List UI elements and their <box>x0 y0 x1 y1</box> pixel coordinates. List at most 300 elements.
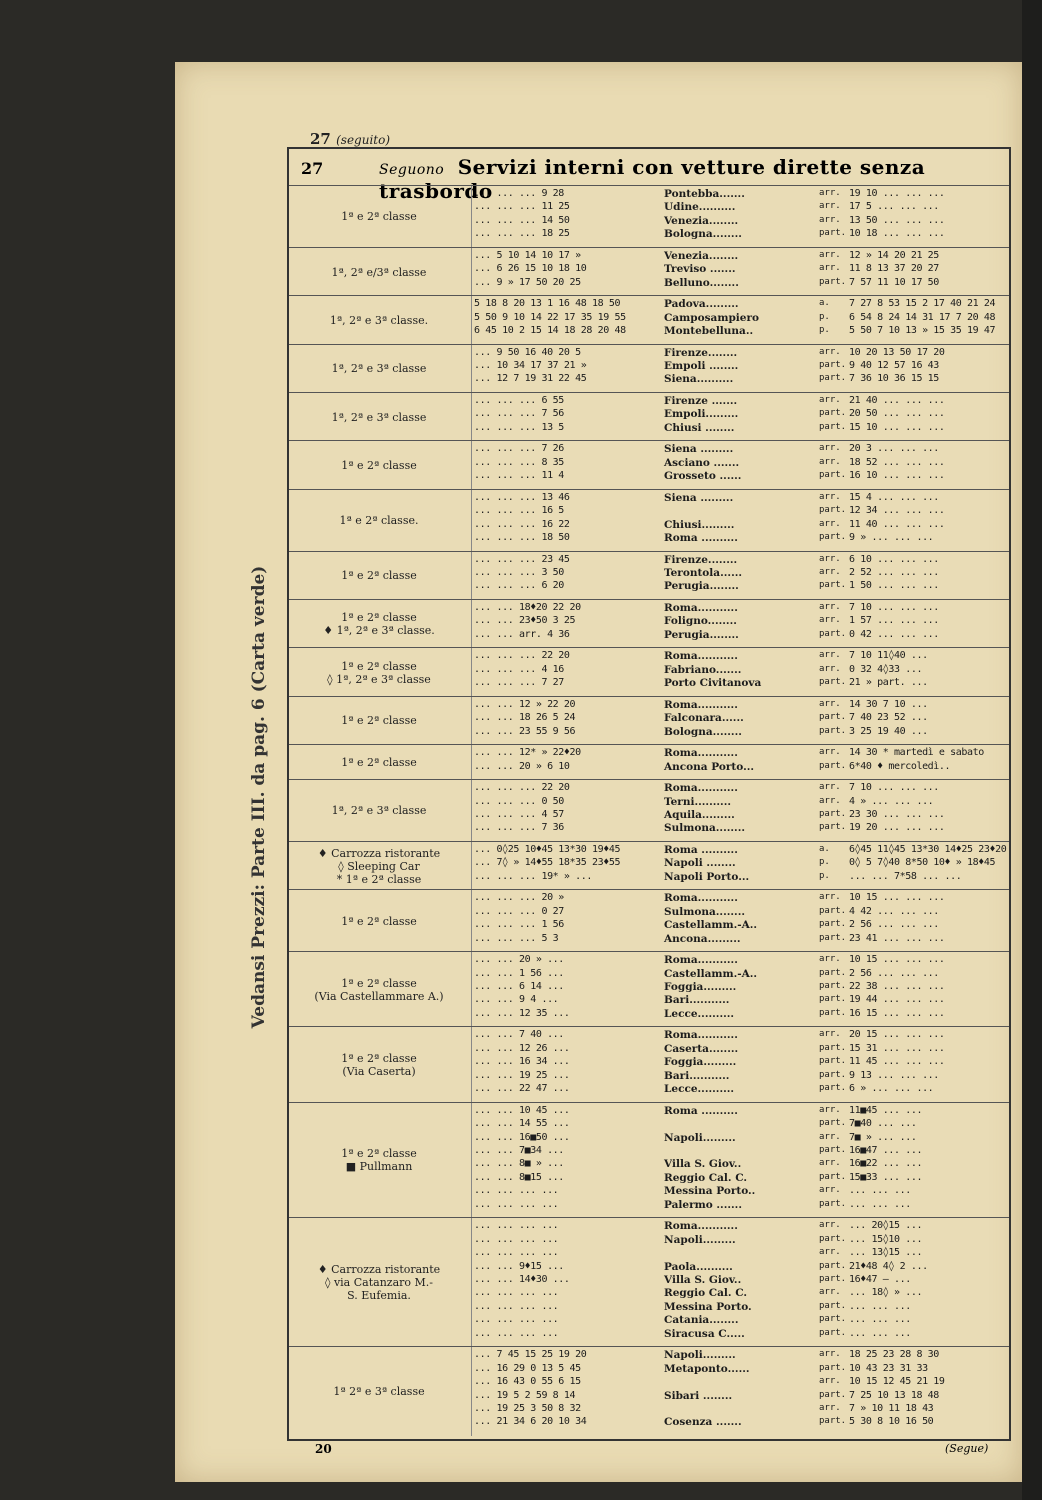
departure-times: ... ... ... ... <box>474 1220 559 1232</box>
departure-times: ... ... ... 16 5 <box>474 505 564 517</box>
departure-times: ... 16 43 0 55 6 15 <box>474 1376 581 1388</box>
table-row <box>474 726 1009 739</box>
return-times: 13 50 ... ... ... <box>849 214 945 226</box>
service-section <box>289 344 1009 393</box>
arr-part-marker: arr. <box>819 1287 841 1298</box>
departure-times: ... ... ... 18 50 <box>474 532 570 544</box>
arr-part-marker: part. <box>819 360 847 371</box>
arr-part-marker: arr. <box>819 346 841 357</box>
departure-times: ... ... ... 16 22 <box>474 518 570 530</box>
station-name: Siena ......... <box>664 491 734 504</box>
return-times: 21 » part. ... <box>849 677 928 689</box>
table-row <box>474 580 1009 593</box>
timetable-rows <box>474 650 1009 690</box>
station-name: Roma........... <box>664 601 738 614</box>
table-row <box>474 1287 1009 1300</box>
service-section <box>289 295 1009 344</box>
return-times: 10 15 12 45 21 19 <box>849 1376 945 1388</box>
station-name: Montebelluna.. <box>664 325 754 338</box>
timetable-rows <box>474 554 1009 594</box>
class-label-line: (Via Castellammare A.) <box>314 989 444 1003</box>
table-row <box>474 1158 1009 1171</box>
arr-part-marker: part. <box>819 1007 847 1018</box>
station-name: Roma........... <box>664 698 738 711</box>
timetable-rows <box>474 1349 1009 1430</box>
departure-times: ... ... 8■ » ... <box>474 1158 564 1170</box>
return-times: ... ... ... <box>849 1185 911 1197</box>
class-label-line: 1ª e 2ª classe <box>341 1147 417 1161</box>
column-divider <box>471 1027 472 1102</box>
table-row <box>474 519 1009 532</box>
station-name: Siena ......... <box>664 443 734 456</box>
departure-times: ... ... ... 22 20 <box>474 782 570 794</box>
timetable-rows <box>474 1105 1009 1213</box>
arr-part-marker: arr. <box>819 249 841 260</box>
station-name: Sulmona........ <box>664 822 746 835</box>
station-name: Siena.......... <box>664 373 734 386</box>
return-times: 1 57 ... ... ... <box>849 615 939 627</box>
departure-times: ... ... ... ... <box>474 1233 559 1245</box>
table-row <box>474 1314 1009 1327</box>
class-label-line: 1ª e 2ª classe <box>341 756 417 770</box>
table-row <box>474 844 1009 857</box>
station-name: Bologna........ <box>664 228 742 241</box>
departure-times: ... ... ... 9 28 <box>474 188 564 199</box>
column-divider <box>471 345 472 393</box>
service-section <box>289 889 1009 952</box>
table-row <box>474 1247 1009 1260</box>
arr-part-marker: arr. <box>819 553 841 564</box>
return-times: 16■47 ... ... <box>849 1144 923 1156</box>
class-label <box>289 1027 469 1102</box>
service-section <box>289 392 1009 441</box>
return-times: ... ... ... <box>849 1327 911 1339</box>
departure-times: ... ... ... 19* » ... <box>474 870 593 882</box>
class-label-line: 1ª e 2ª classe <box>341 210 417 224</box>
station-name: Grosseto ...... <box>664 470 742 483</box>
table-row <box>474 312 1009 325</box>
station-name: Lecce.......... <box>664 1083 735 1096</box>
arr-part-marker: arr. <box>819 698 841 709</box>
class-label <box>289 186 469 248</box>
departure-times: ... ... 7■34 ... <box>474 1144 564 1156</box>
arr-part-marker: part. <box>819 1274 847 1284</box>
arr-part-marker: arr. <box>819 1376 841 1387</box>
departure-times: ... ... ... ... <box>474 1314 559 1326</box>
station-name: Empoli ........ <box>664 360 739 373</box>
return-times: 15 10 ... ... ... <box>849 421 945 433</box>
station-name: Empoli......... <box>664 408 739 421</box>
service-section <box>289 599 1009 648</box>
station-name: Camposampiero <box>664 311 759 324</box>
return-times: 10 15 ... ... ... <box>849 954 945 966</box>
timetable-rows <box>474 699 1009 739</box>
service-section <box>289 440 1009 489</box>
timetable-rows <box>474 188 1009 242</box>
column-divider <box>471 1103 472 1219</box>
departure-times: ... ... ... ... <box>474 1287 559 1299</box>
table-row <box>474 602 1009 615</box>
class-label <box>289 393 469 441</box>
departure-times: ... 16 29 0 13 5 45 <box>474 1362 581 1374</box>
arr-part-marker: part. <box>819 505 847 516</box>
arr-part-marker: part. <box>819 1198 847 1209</box>
header-number: 27 <box>310 130 331 148</box>
service-section <box>289 185 1009 248</box>
class-label <box>289 890 469 952</box>
station-name: Firenze........ <box>664 553 738 566</box>
timetable-rows <box>474 298 1009 338</box>
station-name: Villa S. Giov.. <box>664 1158 742 1171</box>
arr-part-marker: arr. <box>819 892 841 903</box>
station-name: Bari........... <box>664 994 730 1007</box>
table-row <box>474 919 1009 932</box>
station-name: Terontola...... <box>664 567 743 580</box>
table-row <box>474 1220 1009 1233</box>
return-times: 2 56 ... ... ... <box>849 919 939 931</box>
station-name: Terni.......... <box>664 795 731 808</box>
table-row <box>474 782 1009 795</box>
arr-part-marker: arr. <box>819 188 841 198</box>
return-times: 7■ » ... ... <box>849 1131 917 1143</box>
station-name: Ancona Porto... <box>664 760 755 773</box>
arr-part-marker: part. <box>819 981 847 991</box>
table-row <box>474 629 1009 642</box>
arr-part-marker: part. <box>819 532 847 543</box>
column-divider <box>471 490 472 552</box>
return-times: 0◊ 5 7◊40 8*50 10♦ » 18♦45 <box>849 857 996 869</box>
departure-times: ... 21 34 6 20 10 34 <box>474 1416 587 1428</box>
arr-part-marker: part. <box>819 470 847 481</box>
station-name: Castellamm.-A.. <box>664 967 758 980</box>
station-name: Porto Civitanova <box>664 677 762 690</box>
table-row <box>474 250 1009 263</box>
station-name: Ancona......... <box>664 932 741 945</box>
class-label-line: 1ª e 2ª classe <box>341 914 417 928</box>
arr-part-marker: arr. <box>819 214 841 225</box>
arr-part-marker: part. <box>819 408 847 419</box>
class-label-line: 1ª e 2ª classe <box>341 611 417 625</box>
table-row <box>474 470 1009 483</box>
station-name: Roma .......... <box>664 532 738 545</box>
departure-times: ... ... ... 0 27 <box>474 905 564 917</box>
station-name: Aquila......... <box>664 808 735 821</box>
arr-part-marker: part. <box>819 421 847 432</box>
return-times: 10 15 ... ... ... <box>849 892 945 904</box>
table-row <box>474 761 1009 774</box>
departure-times: ... ... 6 14 ... <box>474 981 564 992</box>
station-name: Bologna........ <box>664 725 742 738</box>
departure-times: ... 5 10 14 10 17 » <box>474 249 581 261</box>
class-label-line: 1ª e 2ª classe. <box>339 514 419 528</box>
class-label <box>289 552 469 600</box>
station-name: Roma .......... <box>664 1104 738 1117</box>
table-row <box>474 325 1009 338</box>
class-label-line: 1ª e 2ª classe <box>341 459 417 473</box>
departure-times: ... 19 5 2 59 8 14 <box>474 1389 576 1401</box>
arr-part-marker: arr. <box>819 663 841 674</box>
service-section <box>289 1102 1009 1219</box>
departure-times: ... ... 14 55 ... <box>474 1118 570 1130</box>
return-times: 0 32 4◊33 ... <box>849 663 923 675</box>
column-divider <box>471 1347 472 1436</box>
service-section <box>289 489 1009 552</box>
table-row <box>474 1390 1009 1403</box>
table-row <box>474 298 1009 311</box>
departure-times: ... ... ... 7 56 <box>474 408 564 420</box>
arr-part-marker: part. <box>819 1416 847 1427</box>
departure-times: ... ... 1 56 ... <box>474 967 564 979</box>
station-name: Reggio Cal. C. <box>664 1287 748 1300</box>
station-name: Venezia........ <box>664 249 739 262</box>
class-label-line: 1ª e 2ª classe <box>341 659 417 673</box>
departure-times: ... ... 8■15 ... <box>474 1171 564 1183</box>
station-name: Foggia......... <box>664 981 737 993</box>
arr-part-marker: arr. <box>819 650 841 661</box>
station-name: Messina Porto.. <box>664 1185 756 1198</box>
departure-times: ... ... 16■50 ... <box>474 1131 570 1143</box>
return-times: 20 3 ... ... ... <box>849 443 939 455</box>
class-label-line: 1ª 2ª e 3ª classe <box>333 1385 425 1399</box>
class-label-line: 1ª e 2ª classe <box>341 714 417 728</box>
table-row <box>474 1403 1009 1416</box>
station-name: Napoli ........ <box>664 857 736 870</box>
arr-part-marker: part. <box>819 1389 847 1400</box>
arr-part-marker: arr. <box>819 443 841 454</box>
return-times: 20 50 ... ... ... <box>849 408 945 420</box>
station-name: Firenze ....... <box>664 394 738 407</box>
class-label <box>289 745 469 780</box>
station-name: Chiusi ........ <box>664 421 735 434</box>
class-label <box>289 1218 469 1347</box>
return-times: 16■22 ... ... <box>849 1158 923 1170</box>
arr-part-marker: arr. <box>819 456 841 467</box>
table-row <box>474 1056 1009 1069</box>
return-times: 11■45 ... ... <box>849 1104 923 1116</box>
station-name: Roma........... <box>664 747 738 760</box>
departure-times: ... ... 12 35 ... <box>474 1007 570 1019</box>
station-name: Catania........ <box>664 1314 739 1327</box>
table-row <box>474 1118 1009 1131</box>
departure-times: ... ... ... 7 27 <box>474 677 564 689</box>
table-row <box>474 954 1009 967</box>
service-section <box>289 647 1009 696</box>
return-times: 19 20 ... ... ... <box>849 822 945 834</box>
table-row <box>474 567 1009 580</box>
timetable-rows <box>474 954 1009 1021</box>
table-row <box>474 1234 1009 1247</box>
return-times: ... 20◊15 ... <box>849 1220 923 1232</box>
return-times: 15 4 ... ... ... <box>849 491 939 503</box>
station-name: Treviso ....... <box>664 263 736 276</box>
class-label-line: ♦ 1ª, 2ª e 3ª classe. <box>323 624 435 638</box>
departure-times: ... ... ... 0 50 <box>474 795 564 807</box>
arr-part-marker: part. <box>819 1069 847 1080</box>
column-divider <box>471 600 472 648</box>
page-content <box>175 62 1022 1482</box>
class-label-line: * 1ª e 2ª classe <box>336 872 422 886</box>
table-row <box>474 712 1009 725</box>
table-row <box>474 1301 1009 1314</box>
station-name: Napoli......... <box>664 1233 736 1246</box>
section-number: 27 <box>301 159 324 178</box>
return-times: 15 31 ... ... ... <box>849 1042 945 1054</box>
arr-part-marker: part. <box>819 905 847 916</box>
class-label <box>289 648 469 696</box>
station-name: Bari........... <box>664 1069 730 1082</box>
service-section <box>289 744 1009 780</box>
timetable-rows <box>474 844 1009 884</box>
arr-part-marker: part. <box>819 712 847 723</box>
table-row <box>474 1070 1009 1083</box>
station-name: Roma........... <box>664 1029 738 1042</box>
table-row <box>474 981 1009 994</box>
departure-times: ... ... 19 25 ... <box>474 1069 570 1081</box>
departure-times: ... 0◊25 10♦45 13*30 19♦45 <box>474 843 621 855</box>
departure-times: ... ... ... 13 46 <box>474 491 570 503</box>
table-row <box>474 532 1009 545</box>
arr-part-marker: part. <box>819 808 847 819</box>
timetable-rows <box>474 782 1009 836</box>
column-divider <box>471 890 472 952</box>
title-prefix: Seguono <box>379 162 445 178</box>
table-row <box>474 871 1009 884</box>
return-times: 6 » ... ... ... <box>849 1083 934 1095</box>
sidebar-text: Vedansi Prezzi: Parte III. da pag. 6 (Carta verde) <box>249 565 269 1029</box>
table-row <box>474 1349 1009 1362</box>
table-row <box>474 263 1009 276</box>
arr-part-marker: part. <box>819 677 847 688</box>
arr-part-marker: part. <box>819 1260 847 1271</box>
departure-times: ... ... ... ... <box>474 1198 559 1210</box>
class-label-line: 1ª e 2ª classe <box>341 1052 417 1066</box>
return-times: 2 56 ... ... ... <box>849 967 939 979</box>
table-row <box>474 1376 1009 1389</box>
station-name: Palermo ....... <box>664 1198 742 1211</box>
departure-times: ... 7◊ » 14♦55 18*35 23♦55 <box>474 857 621 869</box>
timetable-rows <box>474 1029 1009 1096</box>
departure-times: ... ... ... 13 5 <box>474 421 564 433</box>
table-row <box>474 277 1009 290</box>
departure-times: ... ... 10 45 ... <box>474 1104 570 1116</box>
departure-times: ... 7 45 15 25 19 20 <box>474 1349 587 1361</box>
table-row <box>474 1261 1009 1274</box>
service-section <box>289 779 1009 842</box>
return-times: 6 54 8 24 14 31 17 7 20 48 <box>849 311 996 323</box>
timetable-rows <box>474 747 1009 774</box>
scan-edge <box>1022 0 1042 1500</box>
arr-part-marker: p. <box>819 325 830 336</box>
station-name: Firenze........ <box>664 346 738 359</box>
departure-times: ... ... ... ... <box>474 1247 559 1259</box>
arr-part-marker: part. <box>819 1314 847 1325</box>
departure-times: ... ... ... 23 45 <box>474 553 570 565</box>
table-row <box>474 1199 1009 1212</box>
table-row <box>474 664 1009 677</box>
station-name: Perugia........ <box>664 628 739 641</box>
table-row <box>474 699 1009 712</box>
table-row <box>474 373 1009 386</box>
departure-times: ... 10 34 17 37 21 » <box>474 360 587 372</box>
arr-part-marker: arr. <box>819 601 841 612</box>
table-row <box>474 796 1009 809</box>
departure-times: ... 9 » 17 50 20 25 <box>474 276 581 288</box>
sidebar-note <box>249 472 275 1122</box>
return-times: 21♦48 4◊ 2 ... <box>849 1260 928 1272</box>
return-times: 4 » ... ... ... <box>849 795 934 807</box>
table-row <box>474 1105 1009 1118</box>
title-text: Servizi interni con vetture dirette senza trasbordo <box>379 155 926 203</box>
return-times: 23 41 ... ... ... <box>849 932 945 944</box>
table-row <box>474 492 1009 505</box>
arr-part-marker: arr. <box>819 1029 841 1040</box>
departure-times: ... ... 23♦50 3 25 <box>474 615 576 627</box>
departure-times: ... ... ... ... <box>474 1300 559 1312</box>
service-section <box>289 1217 1009 1347</box>
station-name: Castellamm.-A.. <box>664 919 758 932</box>
page-header <box>310 130 390 148</box>
station-name: Roma........... <box>664 1220 738 1233</box>
continued-label: (Segue) <box>945 1442 989 1455</box>
return-times: 7 10 11◊40 ... <box>849 650 928 662</box>
table-row <box>474 188 1009 201</box>
timetable-rows <box>474 250 1009 290</box>
timetable-rows <box>474 602 1009 642</box>
return-times: ... ... ... <box>849 1300 911 1312</box>
arr-part-marker: arr. <box>819 1131 841 1142</box>
return-times: 19 10 ... ... ... <box>849 188 945 199</box>
departure-times: ... ... 7 40 ... <box>474 1029 564 1041</box>
return-times: ... ... ... <box>849 1314 911 1326</box>
station-name: Asciano ....... <box>664 456 740 469</box>
departure-times: ... ... 20 » 6 10 <box>474 760 570 772</box>
departure-times: ... 9 50 16 40 20 5 <box>474 346 581 358</box>
table-row <box>474 906 1009 919</box>
arr-part-marker: part. <box>819 1042 847 1053</box>
departure-times: ... ... ... 3 50 <box>474 567 564 579</box>
arr-part-marker: part. <box>819 1327 847 1338</box>
departure-times: ... ... ... 5 3 <box>474 932 559 944</box>
table-row <box>474 747 1009 760</box>
departure-times: ... ... ... 22 20 <box>474 650 570 662</box>
service-section <box>289 696 1009 745</box>
station-name: Perugia........ <box>664 580 739 593</box>
station-name: Roma .......... <box>664 843 738 856</box>
table-row <box>474 968 1009 981</box>
arr-part-marker: part. <box>819 760 847 771</box>
return-times: ... 13◊15 ... <box>849 1247 923 1259</box>
column-divider <box>471 296 472 344</box>
arr-part-marker: arr. <box>819 263 841 274</box>
column-divider <box>471 441 472 489</box>
return-times: 22 38 ... ... ... <box>849 981 945 992</box>
table-row <box>474 215 1009 228</box>
arr-part-marker: part. <box>819 1171 847 1182</box>
station-name: Roma........... <box>664 954 738 967</box>
class-label-line: 1ª e 2ª classe <box>341 569 417 583</box>
arr-part-marker: part. <box>819 725 847 736</box>
station-name: Messina Porto. <box>664 1300 752 1313</box>
return-times: 4 42 ... ... ... <box>849 905 939 917</box>
arr-part-marker: part. <box>819 628 847 639</box>
table-row <box>474 1363 1009 1376</box>
timetable-rows <box>474 492 1009 546</box>
class-label-line: S. Eufemia. <box>347 1289 411 1303</box>
departure-times: ... ... ... ... <box>474 1327 559 1339</box>
station-name: Roma........... <box>664 782 738 795</box>
table-row <box>474 395 1009 408</box>
station-name: Napoli......... <box>664 1131 736 1144</box>
